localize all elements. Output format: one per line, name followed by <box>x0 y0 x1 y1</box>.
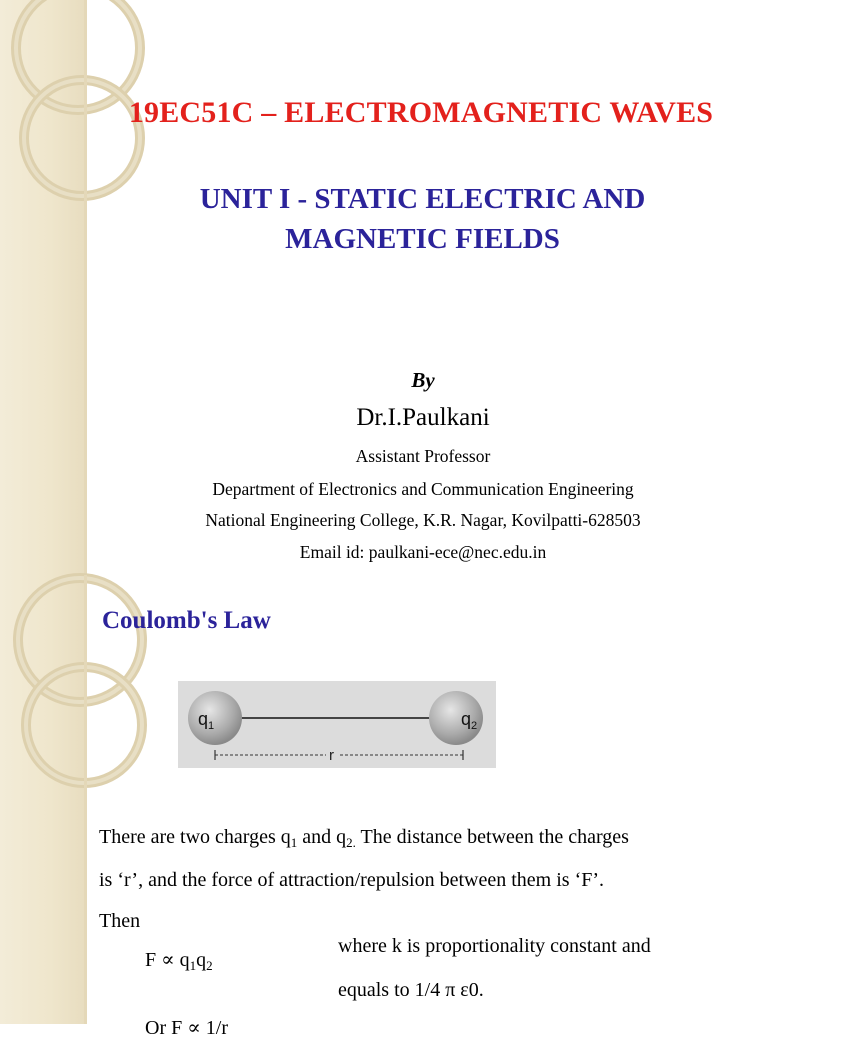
charge-sphere-2 <box>429 691 483 745</box>
section-title: Coulomb's Law <box>102 607 271 634</box>
coulomb-diagram <box>178 681 496 768</box>
formula-inverse-square: Or F ∝ 1/r <box>145 1017 228 1039</box>
formula-proportional: $F \propto q_1q_2$ <box>145 949 213 973</box>
email-line: Email id: paulkani-ece@nec.edu.in <box>299 542 547 562</box>
paragraph-charges: There are two charges $q_1$ and $q_{2.}$ The distance between the charges <box>99 826 629 850</box>
charge2-label: q <box>461 709 472 729</box>
charge-sphere-1 <box>188 691 242 745</box>
charge1-label: q <box>198 709 209 729</box>
charge2-sub: 2 <box>471 720 478 732</box>
unit-title: UNIT I - STATIC ELECTRIC AND MAGNETIC FIELDS <box>199 183 646 255</box>
then-label: Then <box>99 910 141 932</box>
department: Department of Electronics and Communication Engineering <box>212 479 634 499</box>
author-designation: Assistant Professor <box>355 446 491 466</box>
college-address: National Engineering College, K.R. Nagar, Kovilpatti-628503 <box>205 510 641 530</box>
paragraph-distance-force: is ‘r’, and the force of attraction/repulsion between them is ‘F’. <box>99 869 605 891</box>
ring-decoration <box>0 575 90 1024</box>
coulomb-slide <box>0 575 768 1039</box>
constant-note: where k is proportionality constant and <box>338 935 651 957</box>
distance-label: r <box>329 747 334 764</box>
course-title: 19EC51C – ELECTROMAGNETIC WAVES <box>128 96 714 129</box>
decorative-sidebar <box>0 575 84 1024</box>
by-label: By <box>411 368 435 392</box>
charge1-sub: 1 <box>208 720 215 732</box>
author-name: Dr.I.Paulkani <box>356 404 490 431</box>
constant-value: equals to 1/4 π ε0. <box>338 979 484 1001</box>
